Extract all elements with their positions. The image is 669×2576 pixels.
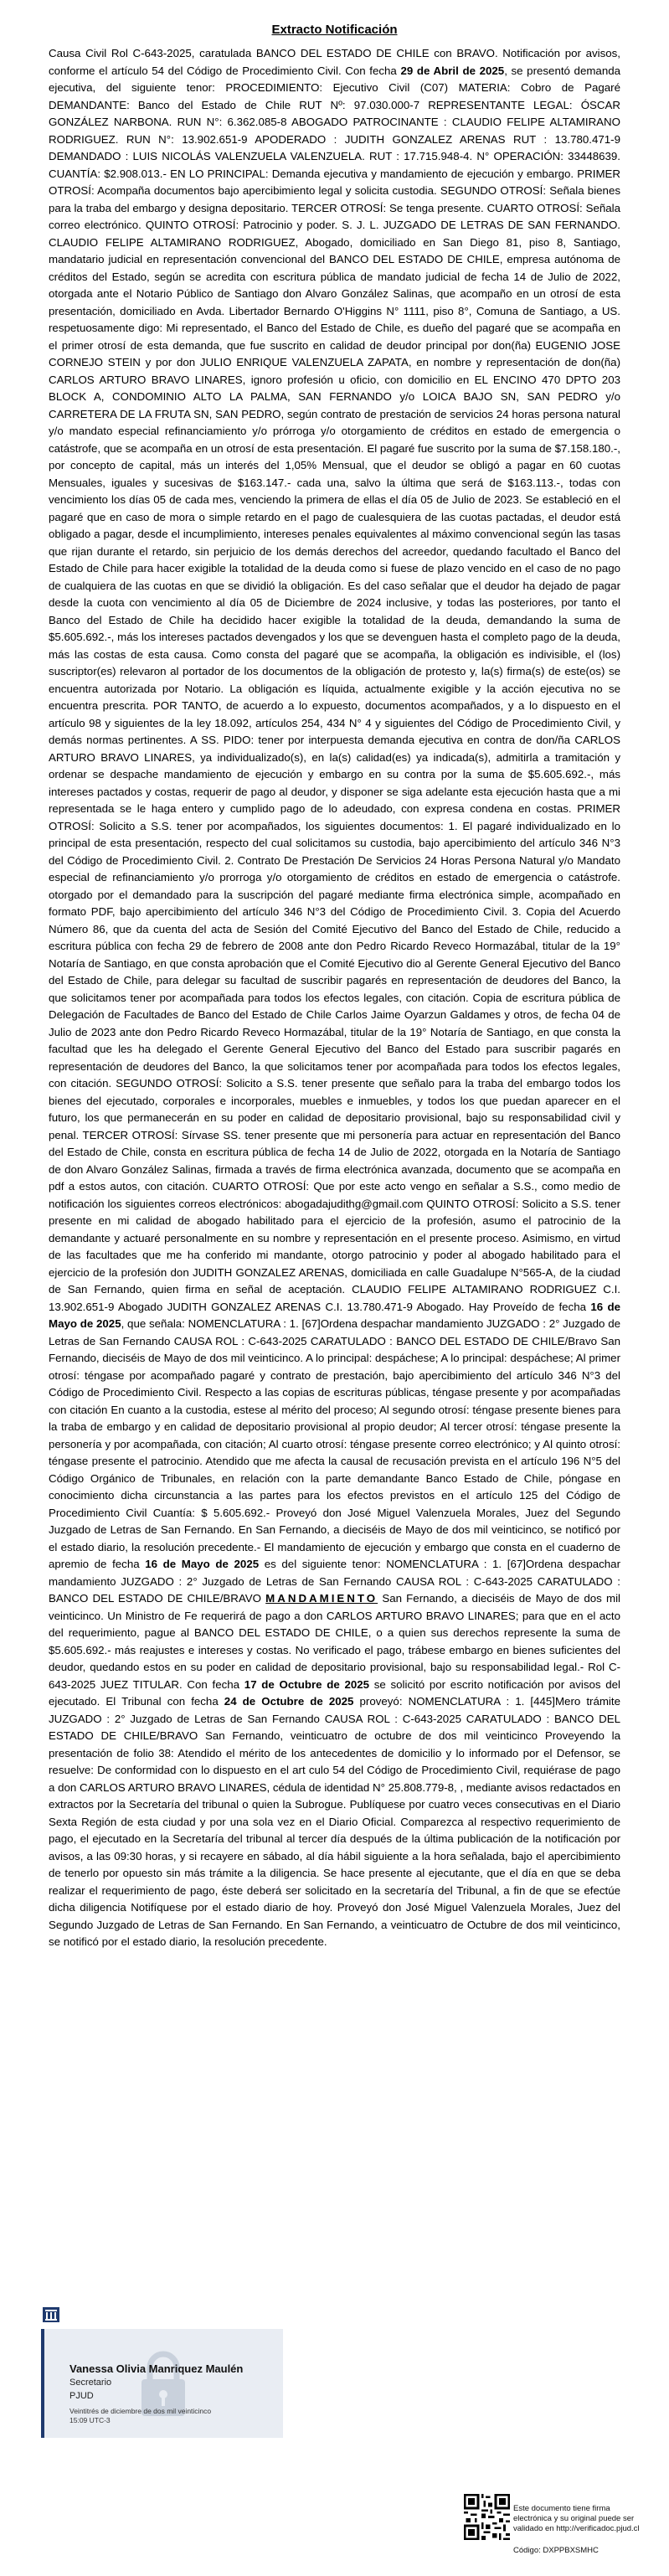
body-text-4: es del siguiente tenor: NOMENCLATURA : 1. [67]Ordena despachar mandamiento JUZGADO : 2° Juzgado de Letras de San Fernando CAUSA ROL : C-643-2025 CARATULADO : BANCO DEL ESTADO DE CHILE/BRAVO bbox=[49, 1558, 620, 1605]
signer-name: Vanessa Olivia Manriquez Maulén bbox=[69, 2362, 244, 2375]
verification-text: Este documento tiene firma electrónica y su original puede ser validado en http://verificadoc.pjud.cl bbox=[513, 2504, 640, 2533]
date-proveido: 16 de Mayo de 2025 bbox=[49, 1300, 620, 1330]
body-text-6: se solicitó por escrito notificación por avisos del ejecutado. El Tribunal con fecha bbox=[49, 1677, 620, 1708]
signature-time: 15:09 UTC-3 bbox=[69, 2416, 111, 2424]
date-solicitud: 17 de Octubre de 2025 bbox=[244, 1677, 370, 1691]
signer-role: Secretario bbox=[69, 2378, 112, 2388]
body-text-3: , que señala: NOMENCLATURA : 1. [67]Ordena despachar mandamiento JUZGADO : 2° Juzgado de Letras de San Fernando CAUSA ROL : C-643-2025 CARATULADO : BANCO DEL ESTADO DE CHILE/Bravo San Fernando, dieciséis de Mayo de dos mil veinticinco. A lo principal: despáchese; A lo principal: despáchese; Al primer otrosí: téngase por acompañado pagaré y contrato de prestación, bajo apercibimiento del artículo 346 N°3 del Código de Procedimiento Civil. Respecto a las copias de escrituras públicas, téngase presente y por acompañadas con citación En cuanto a la custodia, estese al mérito del proceso; Al segundo otrosí: téngase presente bienes para la traba de embargo y en calidad de depositario provisional al propio deudor; Al tercer otrosí: téngase presente la personería y por acompañada, con citación; Al cuarto otrosí: téngase presente correo electrónico; y Al quinto otrosí: téngase presente el patrocinio. Atendido que me afecta la causal de recusación prevista en el artículo 196 N°5 del Código Orgánico de Tribunales, en relación con la parte demandante Banco Estado de Chile, póngase en conocimiento dicha circunstancia a las partes para los efectos previstos en el artículo 125 del Código de Procedimiento Civil Cuantía: $ 5.605.692.- Proveyó don José Miguel Valenzuela Morales, Juez del Segundo Juzgado de Letras de San Fernando. En San Fernando, a dieciséis de Mayo de dos mil veinticinco, se notificó por el estado diario, la resolución precedente.- El mandamiento de ejecución y embargo que consta en el cuaderno de apremio de fecha bbox=[49, 1317, 621, 1570]
date-demanda: 29 de Abril de 2025 bbox=[400, 64, 505, 77]
signature-box bbox=[41, 2329, 283, 2438]
mandamiento-heading: MANDAMIENTO bbox=[265, 1592, 378, 1605]
body-text-5: San Fernando, a dieciséis de Mayo de dos mil veinticinco. Un Ministro de Fe requerirá de pago a don CARLOS ARTURO BRAVO LINARES; para que en el acto del requerimiento, pague al BANCO DEL ESTADO DE CHILE, o a quien sus derechos represente la suma de $5.605.692.- más reajustes e intereses y costas. No verificado el pago, trábese embargo en bienes suficientes del deudor, quedando estos en su poder en calidad de depositario provisional, bajo su responsabilidad legal.- Rol C-643-2025 JUEZ TITULAR. Con fecha bbox=[49, 1592, 620, 1691]
institution-seal-icon bbox=[42, 2306, 60, 2323]
document-title: Extracto Notificación bbox=[271, 23, 398, 37]
date-mandamiento: 16 de Mayo de 2025 bbox=[145, 1558, 260, 1570]
body-text-7: proveyó: NOMENCLATURA : 1. [445]Mero trámite JUZGADO : 2° Juzgado de Letras de San Fernando CAUSA ROL : C-643-2025 CARATULADO : BANCO DEL ESTADO DE CHILE/BRAVO San Fernando, veinticuatro de octubre de dos mil veinticinco Proveyendo la presentación de folio 38: Atendido el mérito de los antecedentes de domicilio y lo informado por el Defensor, se resuelve: De conformidad con lo dispuesto en el art culo 54 del Código de Procedimiento Civil, requiérase de pago a don CARLOS ARTURO BRAVO LINARES, cédula de identidad N° 25.808.779-8, , mediante avisos redactados en extractos por la Secretaría del tribunal o quien la Subrogue. Publíquese por cuatro veces consecutivas en el Diario Sexta Región de esta ciudad y por una sola vez en el Diario Oficial. Comparezca al respectivo requerimiento de pago, el ejecutado en la Secretaría del tribunal al tercer día después de la última publicación de la notificación por avisos, a las 09:30 horas, y si recayere en sábado, al día hábil siguiente a la hora señalada, bajo el apercibimiento de tenerlo por opuesto sin más trámite a la diligencia. Se hace presente al ejecutante, que el día en que se deba realizar el requerimiento de pago, éste deberá ser solicitado en la secretaría del Tribunal, a fin de que se efectúe dicha diligencia Notifíquese por el estado diario de hoy. Proveyó don José Miguel Valenzuela Morales, Juez del Segundo Juzgado de Letras de San Fernando. En San Fernando, a veinticuatro de Octubre de dos mil veinticinco, se notificó por el estado diario, la resolución precedente. bbox=[49, 1695, 620, 1948]
date-resolucion: 24 de Octubre de 2025 bbox=[224, 1695, 354, 1708]
body-text-1: Causa Civil Rol C-643-2025, caratulada BANCO DEL ESTADO DE CHILE con BRAVO. Notificación por avisos, conforme el artículo 54 del Código de Procedimiento Civil. Con fecha bbox=[49, 47, 620, 77]
verification-code: Código: DXPPBXSMHC bbox=[513, 2546, 599, 2555]
qr-code-icon[interactable] bbox=[464, 2494, 510, 2540]
document-body bbox=[49, 45, 620, 1951]
signature-date: Veintitrés de diciembre de dos mil veinticinco bbox=[69, 2407, 212, 2415]
signer-institution: PJUD bbox=[69, 2391, 94, 2401]
body-text-2: , se presentó demanda ejecutiva, del siguiente tenor: PROCEDIMIENTO: Ejecutivo Civil (C07) MATERIA: Cobro de Pagaré DEMANDANTE: Banco del Estado de Chile RUT Nº: 97.030.000-7 REPRESENTANTE LEGAL: ÓSCAR GONZÁLEZ NARBONA. RUN N°: 6.362.085-8 ABOGADO PATROCINANTE : CLAUDIO FELIPE ALTAMIRANO RODRIGUEZ. RUN N°: 13.902.651-9 APODERADO : JUDITH GONZALEZ ARENAS RUT : 13.780.471-9 DEMANDADO : LUIS NICOLÁS VALENZUELA VALENZUELA. RUT : 17.715.948-4. N° OPERACIÓN: 33448639. CUANTÍA: $2.908.013.- EN LO PRINCIPAL: Demanda ejecutiva y mandamiento de ejecución y embargo. PRIMER OTROSÍ: Acompaña documentos bajo apercibimiento legal y solicita custodia. SEGUNDO OTROSÍ: Señala bienes para la traba del embargo y designa depositario. TERCER OTROSÍ: Se tenga presente. CUARTO OTROSÍ: Señala correo electrónico. QUINTO OTROSÍ: Patrocinio y poder. S. J. L. JUZGADO DE LETRAS DE SAN FERNANDO. CLAUDIO FELIPE ALTAMIRANO RODRIGUEZ, Abogado, domiciliado en San Diego 81, piso 8, Santiago, mandatario judicial en representación convencional del BANCO DEL ESTADO DE CHILE, empresa autónoma de créditos del Estado, según se acredita con escritura pública de mandato judicial de fecha 14 de Julio de 2022, otorgada ante el Notario Público de Santiago don Alvaro González Salinas, que acompaño en un otrosí de esta presentación, domiciliado en Avda. Libertador Bernardo O'Higgins N° 1111, piso 8°, Comuna de Santiago, a US. respetuosamente digo: Mi representado, el Banco del Estado de Chile, es dueño del pagaré que se acompaña en el primer otrosí de esta demanda, que fue suscrito en calidad de deudor principal por don(ña) EUGENIO JOSE CORNEJO STEIN y por don JULIO ENRIQUE VALENZUELA ZAPATA, en nombre y representación de don(ña) CARLOS ARTURO BRAVO LINARES, ignoro profesión u oficio, con domicilio en EL ENCINO 470 DPTO 203 BLOCK A, CONDOMINIO ALTO LA PALMA, SAN FERNANDO y/o LOICA BAJO SN, SAN PEDRO y/o CARRETERA DE LA FRUTA SN, SAN PEDRO, según contrato de prestación de servicios 24 horas persona natural y/o mandato especial refinanciamiento y/o prórroga y/o otorgamiento de créditos en estado de emergencia o catástrofe, que se acompaña en un otrosí de esta presentación. El pagaré fue suscrito por la suma de $7.158.180.-, por concepto de capital, más un interés del 1,05% Mensual, que el deudor se obligó a pagar en 60 cuotas Mensuales, iguales y sucesivas de $163.147.- cada una, salvo la última que será de $163.113.-, todas con vencimiento los días 05 de cada mes, venciendo la primera de ellas el día 05 de Julio de 2023. Se estableció en el pagaré que en caso de mora o simple retardo en el pago de cualesquiera de las cuotas pactadas, el deudor está obligado a pagar, desde el incumplimiento, intereses penales equivalentes al máximo convencional según las tasas que rijan durante el retardo, sin perjuicio de los demás derechos del acreedor, quedando facultado el Banco del Estado de Chile para hacer exigible la totalidad de la deuda como si fuese de plazo vencido en el caso de no pago de cualquiera de las cuotas en que se dividió la obligación. Es del caso señalar que el deudor ha dejado de pagar desde la cuota con vencimiento al día 05 de Diciembre de 2024 inclusive, y todas las posteriores, por tanto el Banco del Estado de Chile ha decidido hacer exigible la totalidad de la deuda, demandando la suma de $5.605.692.-, más los intereses pactados devengados y los que se devenguen hasta el completo pago de la deuda, más las costas de esta causa. Como consta del pagaré que se acompaña, la obligación es indivisible, el (los) suscriptor(es) relevaron al portador de los documentos de la obligación de protesto y, la(s) firma(s) de este(os) se encuentra autorizada por Notario. La obligación es líquida, actualmente exigible y la acción ejecutiva no se encuentra prescrita. POR TANTO, de acuerdo a lo expuesto, documentos acompañados, y a lo dispuesto en el artículo 98 y siguientes de la ley 18.092, artículos 254, 434 N° 4 y siguientes del Código de Procedimiento Civil, y demás normas pertinentes. A SS. PIDO: tener por interpuesta demanda ejecutiva en contra de don/ña CARLOS ARTURO BRAVO LINARES, ya individualizado(s), en la(s) calidad(es) ya indicada(s), admitirla a tramitación y ordenar se despache mandamiento de ejecución y embargo en su contra por la suma de $5.605.692.-, más intereses pactados y costas, requerir de pago al deudor, y disponer se siga adelante esta ejecución hasta que a mi representada se le haga entero y cumplido pago de lo adeudado, con expresa condena en costas. PRIMER OTROSÍ: Solicito a S.S. tener por acompañados, los siguientes documentos: 1. El pagaré individualizado en lo principal de esta presentación, respecto del cual solicitamos su custodia, bajo apercibimiento del artículo 346 N°3 del Código de Procedimiento Civil. 2. Contrato De Prestación De Servicios 24 Horas Persona Natural y/o Mandato especial de refinanciamiento y/o prorroga y/o otorgamiento de créditos en estado de emergencia o catástrofe. otorgado por el demandado para la suscripción del pagaré mediante firma electrónica simple, acompañado en formato PDF, bajo apercibimiento del artículo 346 N°3 del Código de Procedimiento Civil. 3. Copia del Acuerdo Número 86, que da cuenta del acta de Sesión del Comité Ejecutivo del Banco del Estado de Chile, reducido a escritura pública con fecha 29 de febrero de 2008 ante don Pedro Ricardo Reveco Hormazábal, titular de la 19° Notaría de Santiago, en que consta aprobación que el Comité Ejecutivo dio al Gerente General Ejecutivo del Banco del Estado de Chile, para delegar su facultad de suscribir pagarés en representación de deudores del Banco, la que solicitamos tener por acompañada para todos los efectos legales, con citación. Copia de escritura pública de Delegación de Facultades de Banco del Estado de Chile Carlos Jaime Oyarzun Galdames y otros, de fecha 04 de Julio de 2023 ante don Pedro Ricardo Reveco Hormazábal, titular de la 19° Notaría de Santiago, en que consta la facultad que les ha delegado el Gerente General Ejecutivo del Banco del Estado para suscribir pagarés en representación de deudores del Banco, la que solicitamos tener por acompañada para todos los efectos legales, con citación. SEGUNDO OTROSÍ: Solicito a S.S. tener presente que señalo para la traba del embargo todos los bienes del ejecutado, corporales e incorporales, muebles e inmuebles, y todos los que puedan aparecer en el futuro, los que permanecerán en su poder en calidad de depositario provisional, bajo su responsabilidad civil y penal. TERCER OTROSÍ: Sírvase SS. tener presente que mi personería para actuar en representación del Banco del Estado de Chile, consta en escritura pública de fecha 14 de Julio de 2022, otorgada en la Notaría de Santiago de don Alvaro González Salinas, firmada a través de firma electrónica avanzada, documento que se acompaña en pdf a estos autos, con citación. CUARTO OTROSÍ: Que por este acto vengo en señalar a S.S., como medio de notificación los siguientes correos electrónicos: abogadajudithg@gmail.com QUINTO OTROSÍ: Solicito a S.S. tener presente en mi calidad de abogado habilitado para el ejercicio de la profesión, asumo el patrocinio de la demandante y actuaré personalmente en su nombre y representación en el presente proceso. Asimismo, en virtud de las facultades que me ha conferido mi mandante, otorgo patrocinio y poder al abogado habilitado para el ejercicio de la profesión don JUDITH GONZALEZ ARENAS, domiciliada en calle Guadalupe N°565-A, de la ciudad de San Fernando, quien firma en señal de aceptación. CLAUDIO FELIPE ALTAMIRANO RODRIGUEZ C.I. 13.902.651-9 Abogado JUDITH GONZALEZ ARENAS C.I. 13.780.471-9 Abogado. Hay Proveído de fecha bbox=[49, 64, 620, 1313]
